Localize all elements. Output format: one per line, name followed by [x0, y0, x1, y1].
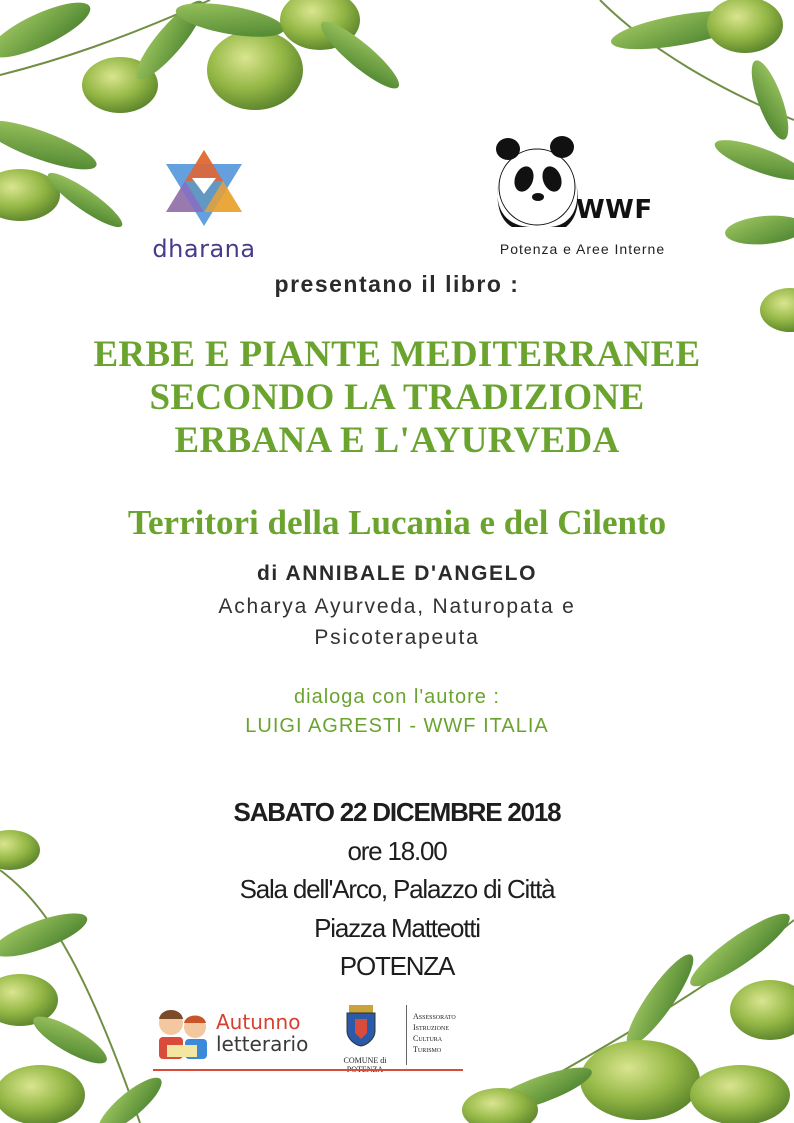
assessorato-label — [413, 1011, 456, 1055]
dharana-logo — [148, 148, 260, 263]
sponsor-divider — [406, 1005, 407, 1065]
intro-text: presentano il libro : — [274, 271, 520, 297]
event-venue: Sala dell'Arco, Palazzo di Città — [239, 874, 555, 904]
event-square: Piazza Matteotti — [314, 912, 480, 943]
assessorato-line: Turismo — [413, 1045, 442, 1054]
dialogue-block — [0, 683, 794, 741]
book-title-line: ERBANA E L'AYURVEDA — [174, 420, 620, 461]
author-role-line: Acharya Ayurveda, Naturopata e — [218, 595, 576, 618]
autunno-letterario-logo — [216, 1011, 308, 1055]
dharana-wordmark: dharana — [152, 235, 256, 263]
wwf-logo — [490, 135, 660, 230]
panda-icon — [492, 135, 582, 227]
sponsors-strip — [153, 1003, 463, 1073]
book-title-line: SECONDO LA TRADIZIONE — [149, 377, 645, 418]
dialogue-label: dialoga con l'autore : — [294, 686, 500, 708]
star-of-david-icon — [148, 148, 260, 228]
assessorato-line: Istruzione — [413, 1023, 449, 1032]
event-date: SABATO 22 DICEMBRE 2018 — [233, 797, 561, 827]
book-subtitle: Territori della Lucania e del Cilento — [127, 503, 667, 542]
wwf-subtitle: Potenza e Aree Interne — [499, 241, 666, 257]
book-title — [0, 333, 794, 462]
assessorato-line: Cultura — [413, 1034, 443, 1043]
event-city: POTENZA — [339, 951, 455, 981]
author-role-line: Psicoterapeuta — [314, 626, 480, 649]
event-details — [0, 793, 794, 986]
letterario-line: letterario — [216, 1032, 309, 1056]
author-role — [0, 591, 794, 653]
book-title-line: ERBE E PIANTE MEDITERRANEE — [93, 334, 701, 375]
coat-of-arms-icon — [343, 1003, 379, 1047]
autunno-line: Autunno — [216, 1010, 301, 1034]
event-time: ore 18.00 — [347, 835, 447, 866]
wwf-wordmark: WWF — [576, 195, 653, 225]
children-reading-icon — [153, 1005, 213, 1067]
dialogue-guest: LUIGI AGRESTI - WWF ITALIA — [245, 715, 549, 737]
comune-label: COMUNE di — [343, 1056, 387, 1065]
sponsor-underline — [153, 1069, 463, 1071]
assessorato-line: Assessorato — [413, 1012, 456, 1021]
author-name: di ANNIBALE D'ANGELO — [256, 562, 538, 585]
